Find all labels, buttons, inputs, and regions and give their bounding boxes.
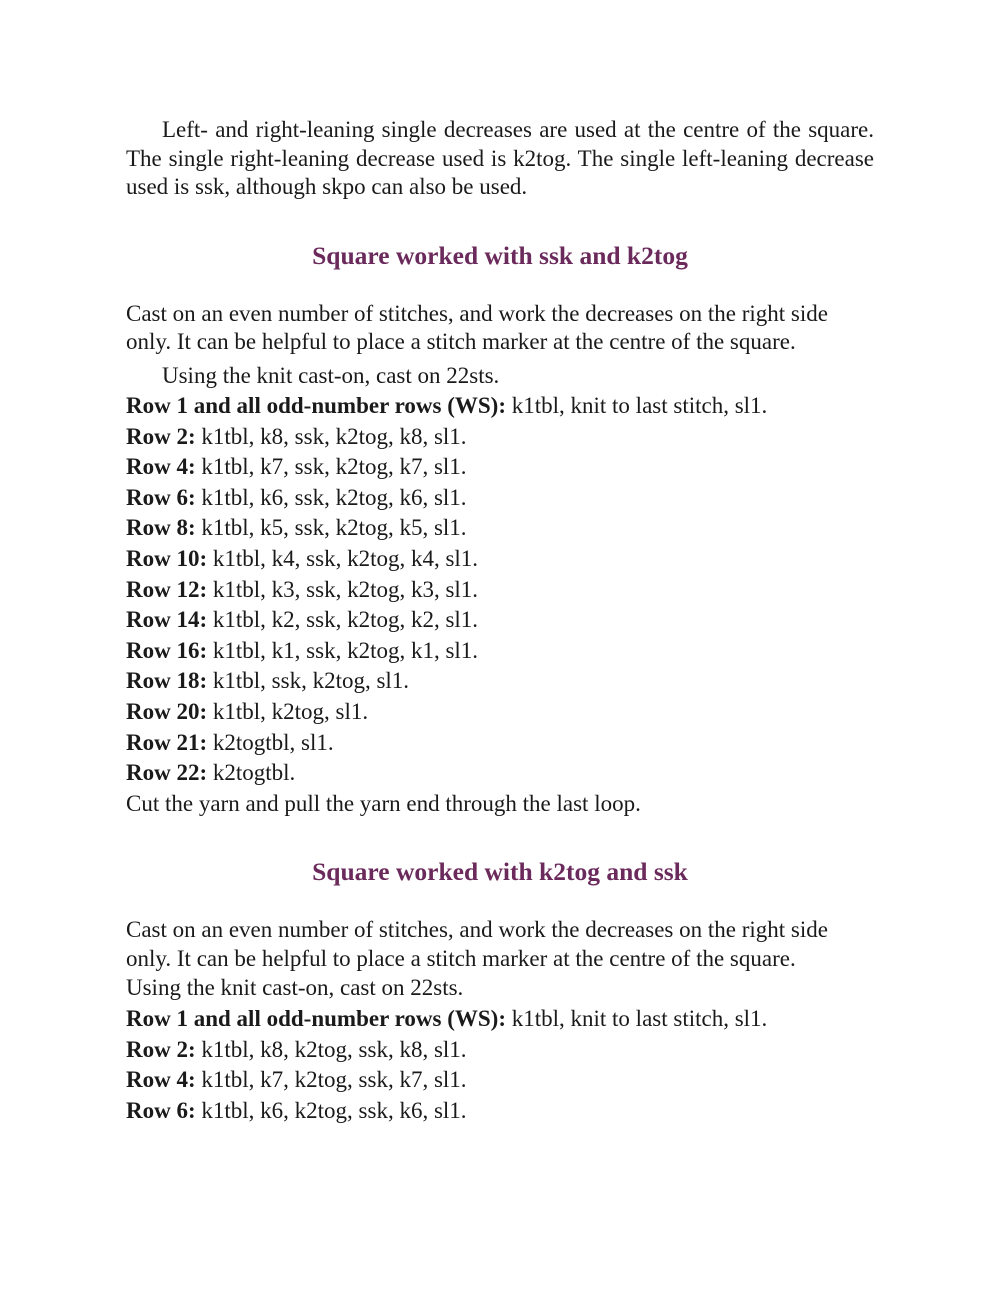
row-text: k1tbl, knit to last stitch, sl1. [505, 393, 768, 419]
row-label: Row 20: [126, 699, 208, 725]
row-label: Row 21: [126, 729, 208, 755]
row-label: Row 12: [126, 576, 208, 602]
section2-paragraph: Cast on an even number of stitches, and work the decreases on the right side only. It can be helpful to place a stitch marker at the centre of the square. [126, 917, 828, 971]
section2-heading: Square worked with k2tog and ssk [312, 857, 688, 887]
row-text: k1tbl, k2, ssk, k2tog, k2, sl1. [207, 607, 479, 633]
row-label: Row 16: [126, 637, 208, 663]
pattern-row [126, 1035, 874, 1066]
row-text: k2togtbl. [207, 760, 296, 786]
section1-cast-on: Using the knit cast-on, cast on 22sts. [162, 362, 500, 388]
pattern-row [126, 728, 874, 759]
pattern-row [126, 483, 874, 514]
pattern-row [126, 636, 874, 667]
pattern-row [126, 391, 874, 422]
section2-rows [126, 1004, 874, 1126]
row-text: k1tbl, k6, ssk, k2tog, k6, sl1. [195, 484, 467, 510]
row-label: Row 10: [126, 546, 208, 572]
row-label: Row 4: [126, 454, 196, 480]
row-text: k1tbl, knit to last stitch, sl1. [505, 1006, 768, 1031]
row-text: k1tbl, k1, ssk, k2tog, k1, sl1. [207, 637, 479, 663]
pattern-row [126, 697, 874, 728]
row-label: Row 14: [126, 607, 208, 633]
row-label: Row 18: [126, 668, 208, 694]
section1-finish: Cut the yarn and pull the yarn end through the last loop. [126, 790, 641, 816]
pattern-row [126, 1096, 874, 1127]
row-text: k1tbl, k6, k2tog, ssk, k6, sl1. [195, 1097, 467, 1123]
pattern-row [126, 452, 874, 483]
pattern-row [126, 1004, 874, 1035]
row-label: Row 22: [126, 760, 208, 786]
pattern-row [126, 605, 874, 636]
row-label: Row 1 and all odd-number rows (WS): [126, 393, 506, 419]
section1-rows [126, 391, 874, 789]
section2-cast-on: Using the knit cast-on, cast on 22sts. [126, 975, 464, 1001]
pattern-row [126, 758, 874, 789]
pattern-row [126, 422, 874, 453]
row-text: k1tbl, k3, ssk, k2tog, k3, sl1. [207, 576, 479, 602]
row-text: k1tbl, k4, ssk, k2tog, k4, sl1. [207, 546, 479, 572]
row-label: Row 6: [126, 484, 196, 510]
row-text: k1tbl, k8, k2tog, ssk, k8, sl1. [195, 1036, 467, 1062]
row-label: Row 2: [126, 423, 196, 449]
row-label: Row 6: [126, 1097, 196, 1123]
pattern-row [126, 544, 874, 575]
row-text: k1tbl, k5, ssk, k2tog, k5, sl1. [195, 515, 467, 541]
pattern-row [126, 575, 874, 606]
intro-paragraph: Left- and right-leaning single decreases are used at the centre of the square. The single right-leaning decrease used is k2tog. The single left-leaning decrease used is ssk, although skpo can also be used. [126, 117, 874, 199]
pattern-row [126, 513, 874, 544]
row-label: Row 4: [126, 1067, 196, 1093]
row-text: k1tbl, ssk, k2tog, sl1. [207, 668, 410, 694]
section1-paragraph: Cast on an even number of stitches, and work the decreases on the right side only. It can be helpful to place a stitch marker at the centre of the square. [126, 300, 828, 354]
row-label: Row 2: [126, 1036, 196, 1062]
document-page [126, 116, 874, 1126]
row-text: k1tbl, k2tog, sl1. [207, 699, 369, 725]
row-text: k1tbl, k8, ssk, k2tog, k8, sl1. [195, 423, 467, 449]
row-text: k1tbl, k7, k2tog, ssk, k7, sl1. [195, 1067, 467, 1093]
row-text: k1tbl, k7, ssk, k2tog, k7, sl1. [195, 454, 467, 480]
row-text: k2togtbl, sl1. [207, 729, 334, 755]
pattern-row [126, 666, 874, 697]
section1-heading: Square worked with ssk and k2tog [312, 240, 688, 270]
row-label: Row 1 and all odd-number rows (WS): [126, 1006, 506, 1031]
pattern-row [126, 1065, 874, 1096]
row-label: Row 8: [126, 515, 196, 541]
